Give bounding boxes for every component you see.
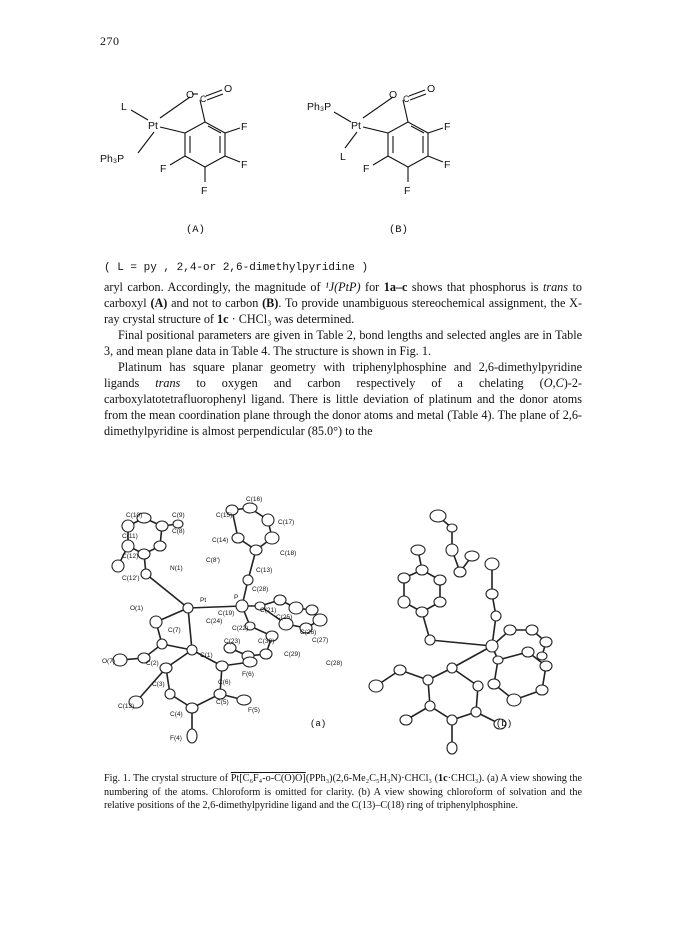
atom-label: C(1) [200, 652, 213, 659]
atom-label: C(28) [326, 660, 343, 667]
figure-crystal-structure [100, 490, 580, 770]
b-c-label: C [403, 94, 410, 104]
b-f2-label: F [444, 159, 451, 171]
paragraph-2: Final positional parameters are given in Table 2, bond lengths and selected angles are in Table 3, and mean plane data in Table 4. The structure is shown in Fig. 1. [104, 328, 582, 358]
atom-label: C(22) [232, 625, 249, 632]
atom-label: C(10) [126, 512, 143, 519]
b-f4-label: F [363, 163, 370, 175]
atom-label: C(4) [170, 711, 183, 718]
structure-b [334, 90, 443, 182]
atom-label: C(26) [300, 629, 317, 636]
a-scheme-label: (A) [186, 224, 205, 236]
atom-label: C(13) [256, 567, 273, 574]
atom-label: C(29) [284, 651, 301, 658]
atom-label: F(6) [242, 671, 254, 678]
atom-label: Pt [200, 597, 207, 604]
atom-label: C(24) [206, 618, 223, 625]
atom-label: C(23) [224, 638, 241, 645]
a-L-label: L [121, 101, 127, 113]
atom-label: F(4) [170, 735, 182, 742]
atom-label: C(9) [172, 512, 185, 519]
atom-label: N(1) [170, 565, 183, 572]
atom-label: C(25) [276, 614, 293, 621]
atom-label: C(5) [216, 699, 229, 706]
b-L-label: L [340, 151, 346, 163]
b-scheme-label: (B) [389, 224, 408, 236]
atom-label: P [234, 594, 239, 601]
a-o-label: O [186, 89, 195, 101]
a-f2-label: F [241, 159, 248, 171]
ligand-note: ( L = py , 2,4-or 2,6-dimethylpyridine ) [104, 262, 369, 274]
a-f4-label: F [160, 163, 167, 175]
scheme-structures [0, 70, 680, 280]
atom-label: C(21) [260, 607, 277, 614]
a-ocarb-label: O [224, 83, 233, 95]
atom-label: C(2) [146, 660, 159, 667]
atom-label: C(3) [152, 681, 165, 688]
atom-label: C(14) [212, 537, 229, 544]
atom-label: C(19) [218, 610, 235, 617]
a-pph3-label: Ph₃P [100, 153, 125, 165]
atom-label: C(16) [246, 496, 263, 503]
b-f3-label: F [404, 185, 411, 197]
atom-label: C(27) [312, 637, 329, 644]
atom-label: C(18) [280, 550, 297, 557]
atom-label: O(7) [102, 658, 115, 665]
atom-label: C(17) [278, 519, 295, 526]
atom-label: C(8) [172, 528, 185, 535]
atom-label: C(30) [258, 638, 275, 645]
atom-label: F(5) [248, 707, 260, 714]
page-number: 270 [100, 34, 120, 48]
panel-a-label: (a) [310, 719, 327, 729]
a-f1-label: F [241, 121, 248, 133]
paragraph-3: Platinum has square planar geometry with triphenylphosphine and 2,6-dimethylpyridine ligands trans to oxygen and carbon respectively of a chelating (O,C)-2-carboxylatotetrafluorophenyl ligand. There is little deviation of platinum and the donor atoms from the mean coordination plane through the donor atoms and metal (Table 4). The plane of 2,6-dimethylpyridine is almost perpendicular (85.0°) to the [104, 360, 582, 438]
atom-label: C(7) [168, 627, 181, 634]
atom-label: O(1) [130, 605, 143, 612]
panel-b-bonds [376, 516, 546, 748]
atom-label: C(6) [218, 679, 231, 686]
atom-label: C(11) [122, 533, 138, 540]
b-o-label: O [389, 89, 398, 101]
paragraph-1: aryl carbon. Accordingly, the magnitude of ¹J(PtP) for 1a–c shows that phosphorus is trans to carboxyl (A) and not to carbon (B). To provide unambiguous stereochemical assignment, the X-ray crystal structure of 1c · CHCl₃ was determined. [104, 280, 583, 326]
b-f1-label: F [444, 121, 451, 133]
atom-label: C(12') [122, 575, 140, 582]
b-pt-label: Pt [351, 120, 361, 132]
atom-label: C(28) [252, 586, 269, 593]
atom-label: C(8') [206, 557, 220, 564]
b-ocarb-label: O [427, 83, 436, 95]
structure-a [131, 90, 240, 182]
b-pph3-label: Ph₃P [307, 101, 332, 113]
body-text [104, 279, 582, 439]
atom-label: C(13) [118, 703, 135, 710]
a-pt-label: Pt [148, 120, 158, 132]
panel-b-label: (b) [496, 719, 513, 729]
figure-caption: Fig. 1. The crystal structure of Pt[C₆F₄-o-C(O)O](PPh₃)(2,6-Me₂C₅H₃N)·CHCl₃ (1c·CHCl₃). (a) A view showing the numbering of the atoms. Chloroform is omitted for clarity. (b) A view showing chloroform of solvation and the relative positions of the 2,6-dimethylpyridine ligand and the C(13)–C(18) ring of triphenylphosphine. [104, 773, 582, 811]
a-c-label: C [200, 94, 207, 104]
atom-label: C(12) [122, 553, 139, 560]
a-f3-label: F [201, 185, 208, 197]
atom-label: C(15) [216, 512, 233, 519]
